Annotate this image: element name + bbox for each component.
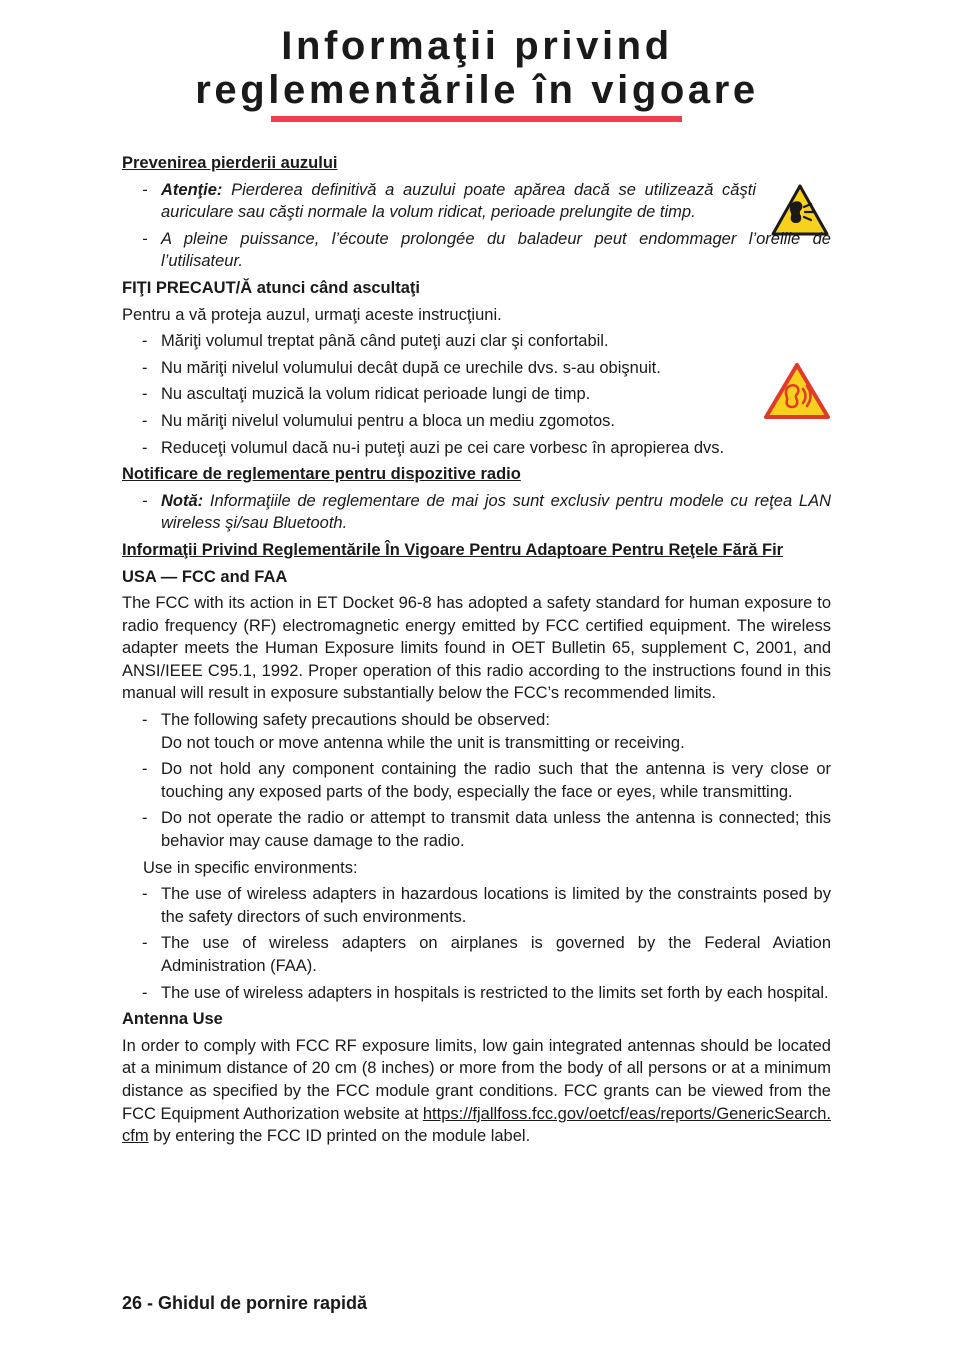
list-item [122,982,831,1005]
page-title-line-2: reglementările în vigoare [195,68,759,112]
bullet-dash: - [142,438,148,457]
careful-intro: Pentru a vă proteja auzul, urmaţi aceste instrucţiuni. [122,305,502,324]
list-item [122,709,831,754]
bullet-dash: - [142,491,148,510]
list-item-text: The use of wireless adapters in hazardous locations is limited by the constraints posed by the safety directors of such environments. [161,885,831,926]
list-item-text: Do not operate the radio or attempt to transmit data unless the antenna is connected; this behavior may cause damage to the radio. [161,809,831,851]
page-footer: 26 - Ghidul de pornire rapidă [122,1293,368,1313]
bullet-dash: - [142,711,148,730]
bullet-dash: - [142,934,148,953]
list-item [122,357,831,380]
list-item [122,490,831,535]
antenna-paragraph [122,1035,831,1148]
warning-label: Atenţie: [161,180,223,199]
page-title-line-1: Informaţii privind [281,24,673,68]
list-item [122,383,831,406]
list-item-text: Nu măriţi nivelul volumului pentru a bloca un mediu zgomotos. [161,411,615,430]
title-underline-rule [271,116,682,122]
list-item-text: Do not touch or move antenna while the unit is transmitting or receiving. [161,733,685,752]
list-item [122,330,831,353]
bullet-dash: - [142,358,148,377]
bullet-dash: - [142,229,148,248]
careful-listening-heading: FIŢI PRECAUT/Ă atunci când ascultaţi [122,278,420,297]
bullet-dash: - [142,983,148,1002]
list-item [122,883,831,928]
antenna-text: In order to comply with FCC RF exposure limits, low gain integrated antennas should be located at a minimum distance of 20 cm (8 inches) or more from the body of all persons or at a minimum distance as specified by the FCC module grant conditions. FCC grants can be viewed from the FCC Equipment Authorization website at [122,1036,831,1123]
list-item [122,758,831,803]
list-item-text: Reduceţi volumul dacă nu-i puteţi auzi pe cei care vorbesc în apropierea dvs. [161,438,725,457]
radio-notice-heading: Notificare de reglementare pentru dispozitive radio [122,465,521,484]
list-item [122,932,831,977]
list-item-text: The following safety precautions should be observed: [161,711,550,730]
list-item [122,807,831,852]
fcc-heading: USA — FCC and FAA [122,567,288,586]
list-item-text: The use of wireless adapters in hospitals is restricted to the limits set forth by each hospital. [161,983,829,1002]
environments-intro: Use in specific environments: [143,858,358,877]
list-item-text: The use of wireless adapters on airplanes is governed by the Federal Aviation Administration (FAA). [161,934,831,975]
bullet-dash: - [142,809,148,828]
list-item-text: Măriţi volumul treptat până când puteţi auzi clar şi confortabil. [161,332,609,351]
fcc-search-link[interactable]: https://fjallfoss.fcc.gov/oetcf/eas/reports/GenericSearch.cfm [122,1104,831,1146]
bullet-dash: - [142,332,148,351]
page-title [0,24,954,112]
wireless-adapters-heading: Informaţii Privind Reglementările În Vigoare Pentru Adaptoare Pentru Reţele Fără Fir [122,540,784,559]
list-item [122,228,831,273]
bullet-dash: - [142,760,148,779]
bullet-dash: - [142,411,148,430]
list-item-text: Do not hold any component containing the radio such that the antenna is very close or touching any exposed parts of the body, especially the face or eyes, while transmitting. [161,760,831,801]
page-content [122,148,831,1152]
bullet-dash: - [142,180,148,199]
hearing-warning-text: Pierderea definitivă a auzului poate apărea dacă se utilizează căşti auriculare sau căşti normale la volum ridicat, perioade prelungite de timp. [161,180,756,222]
list-item [122,437,831,460]
bullet-dash: - [142,885,148,904]
hearing-loss-heading: Prevenirea pierderii auzului [122,154,338,172]
antenna-text-end: by entering the FCC ID printed on the module label. [153,1127,531,1146]
list-item [122,410,831,433]
french-warning-text: A pleine puissance, l’écoute prolongée du baladeur peut endommager l’oreille de l’utilisateur. [161,229,831,271]
list-item-text: Nu ascultaţi muzică la volum ridicat perioade lungi de timp. [161,385,591,404]
list-item-text: Nu măriţi nivelul volumului decât după ce urechile dvs. s-au obişnuit. [161,358,661,377]
bullet-dash: - [142,385,148,404]
fcc-paragraph: The FCC with its action in ET Docket 96-8 has adopted a safety standard for human exposure to radio frequency (RF) electromagnetic energy emitted by FCC certified equipment. The wireless adapter meets the Human Exposure limits found in OET Bulletin 65, supplement C, 2001, and ANSI/IEEE C95.1, 1992. Proper operation of this radio according to the instructions found in this manual will result in exposure substantially below the FCC’s recommended limits. [122,594,831,703]
note-text: Informaţiile de reglementare de mai jos sunt exclusiv pentru modele cu reţea LAN wireless şi/sau Bluetooth. [161,491,831,533]
antenna-heading: Antenna Use [122,1010,223,1029]
list-item [122,179,756,224]
note-label: Notă: [161,491,204,510]
